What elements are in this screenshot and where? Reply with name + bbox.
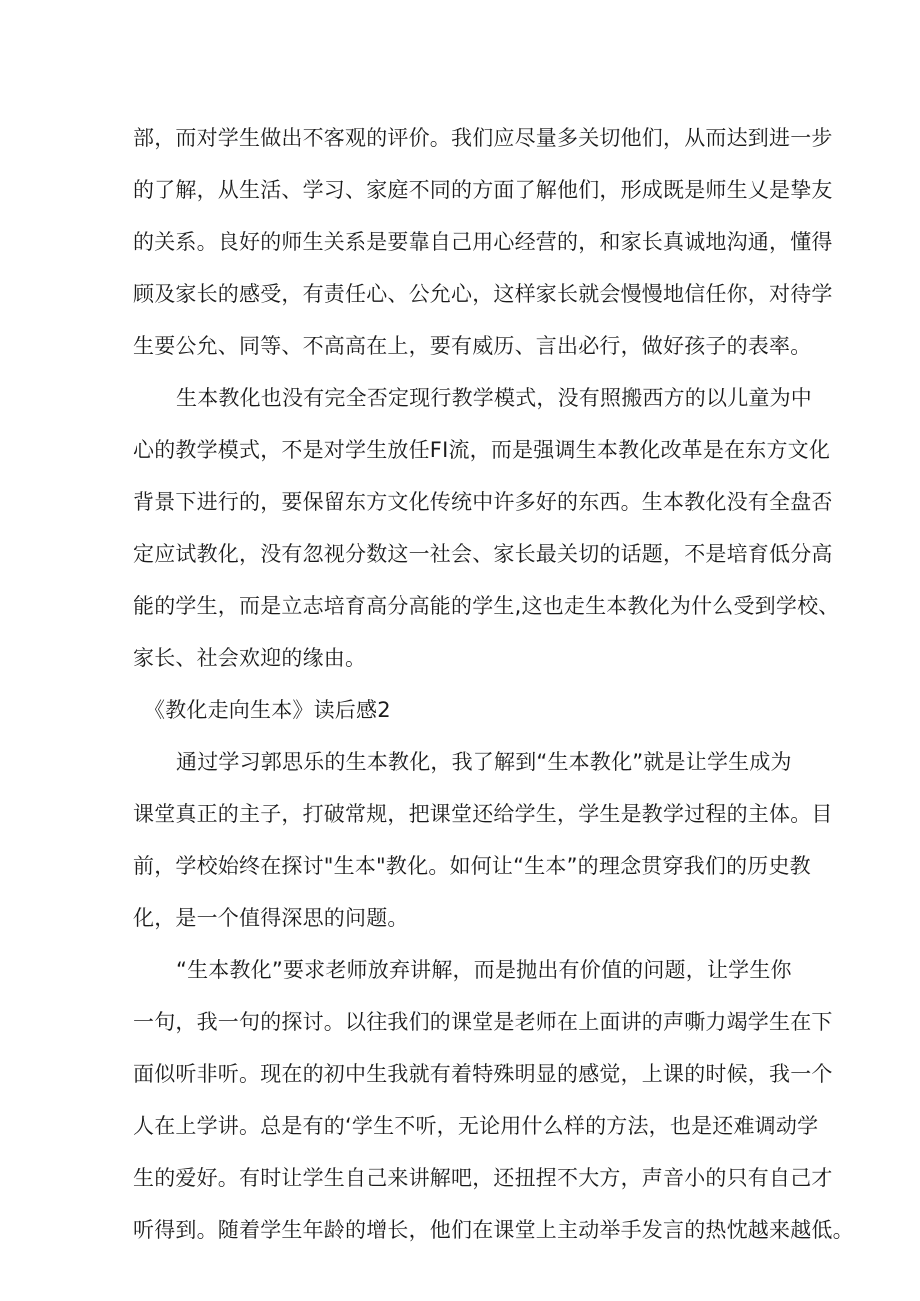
- text-line: 的关系。良好的师生关系是要靠自己用心经营的，和家长真诚地沟通，懂得: [133, 230, 833, 254]
- text-line: 背景下进行的，要保留东方文化传统中许多好的东西。生本教化没有全盘否: [133, 490, 833, 514]
- text-line: 家长、社会欢迎的缘由。: [133, 646, 367, 670]
- text-line: 顾及家长的感受，有责任心、公允心，这样家长就会慢慢地信任你，对待学: [133, 282, 833, 306]
- text-line: 人在上学讲。总是有的‘学生不听，无论用什么样的方法，也是还难调动学: [133, 1114, 819, 1138]
- text-line: 前，学校始终在探讨"生本"教化。如何让“生本”的理念贯穿我们的历史教: [133, 854, 811, 878]
- text-line: 生的爱好。有时让学生自己来讲解吧，还扭捏不大方，声音小的只有自己才: [133, 1166, 833, 1190]
- text-line: 部，而对学生做出不客观的评价。我们应尽量多关切他们，从而达到进一步: [133, 126, 833, 150]
- text-line: 听得到。随着学生年龄的增长，他们在课堂上主动举手发言的热忱越来越低。: [133, 1218, 854, 1242]
- text-line: 定应试教化，没有忽视分数这一社会、家长最关切的话题，不是培育低分高: [133, 542, 833, 566]
- text-line: 课堂真正的主子，打破常规，把课堂还给学生，学生是教学过程的主体。目: [133, 802, 833, 826]
- text-line: 生本教化也没有完全否定现行教学模式，没有照搬西方的以儿童为中: [176, 386, 812, 410]
- section-heading: 《教化走向生本》读后感2: [144, 698, 391, 722]
- text-line: 通过学习郭思乐的生本教化，我了解到“生本教化”就是让学生成为: [176, 750, 792, 774]
- text-line: 的了解，从生活、学习、家庭不同的方面了解他们，形成既是师生乂是挚友: [133, 178, 833, 202]
- text-line: 心的教学模式，不是对学生放任FI流，而是强调生本教化改革是在东方文化: [133, 438, 831, 462]
- text-line: 面似听非听。现在的初中生我就有着特殊明显的感觉，上课的时候，我一个: [133, 1062, 833, 1086]
- text-line: “生本教化”要求老师放弃讲解，而是抛出有价值的问题，让学生你: [176, 958, 792, 982]
- text-line: 化，是一个值得深思的问题。: [133, 906, 409, 930]
- text-line: 生要公允、同等、不高高在上，要有威历、言出必行，做好孩子的表率。: [133, 334, 812, 358]
- text-line: 能的学生，而是立志培育高分高能的学生,这也走生本教化为什么受到学校、: [133, 594, 840, 618]
- text-line: 一句，我一句的探讨。以往我们的课堂是老师在上面讲的声嘶力竭学生在下: [133, 1010, 833, 1034]
